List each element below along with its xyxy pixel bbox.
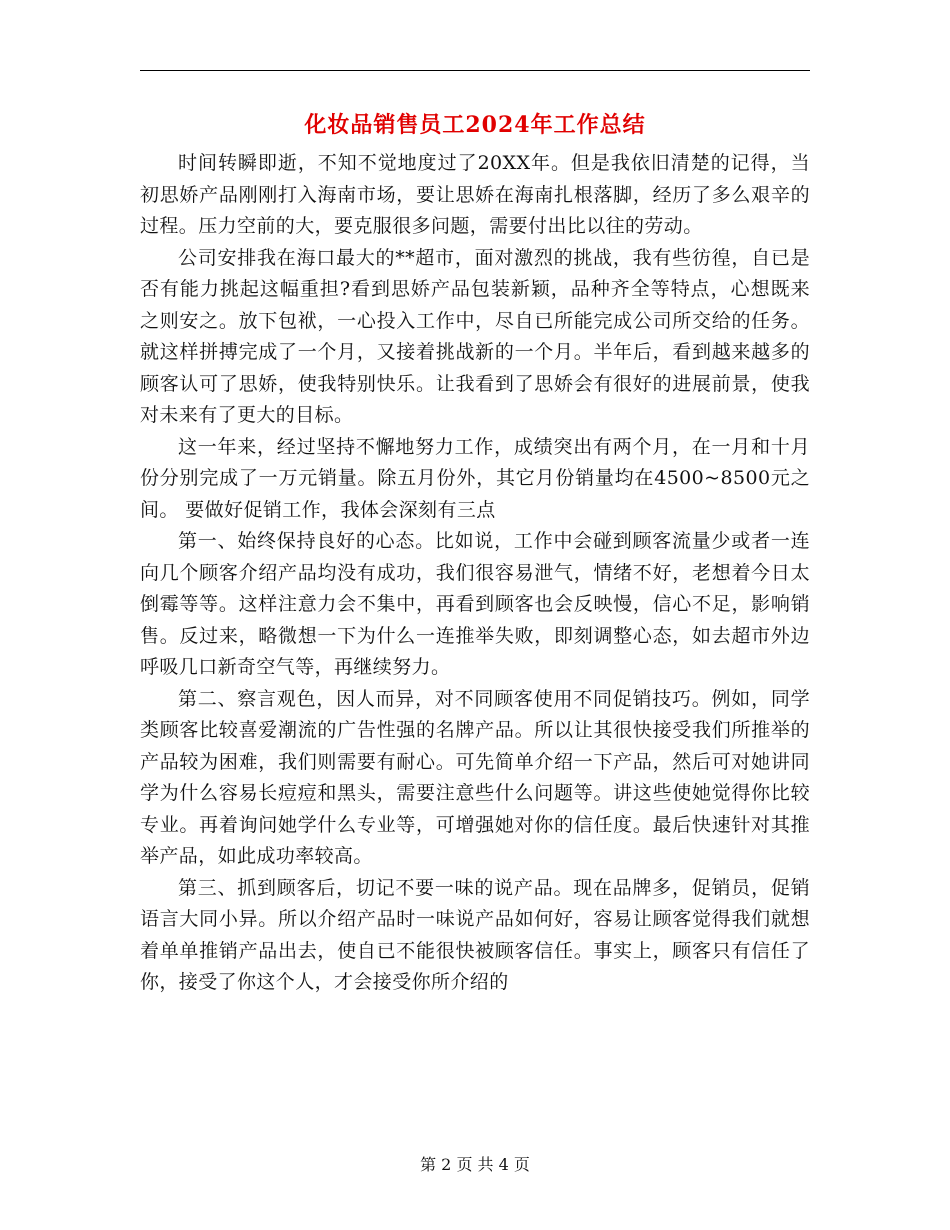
document-body bbox=[140, 148, 810, 999]
paragraph: 第一、始终保持良好的心态。比如说，工作中会碰到顾客流量少或者一连向几个顾客介绍产品均没有成功，我们很容易泄气，情绪不好，老想着今日太倒霉等等。这样注意力会不集中，再看到顾客也会反映慢，信心不足，影响销售。反过来，略微想一下为什么一连推举失败，即刻调整心态，如去超市外边呼吸几口新奇空气等，再继续努力。 bbox=[140, 530, 810, 678]
paragraph: 这一年来，经过坚持不懈地努力工作，成绩突出有两个月，在一月和十月份分别完成了一万元销量。除五月份外，其它月份销量均在4500~8500元之间。 要做好促销工作，我体会深刻有三点 bbox=[140, 435, 810, 521]
page-footer bbox=[0, 1153, 950, 1177]
paragraph: 公司安排我在海口最大的**超市，面对激烈的挑战，我有些彷徨，自已是否有能力挑起这幅重担?看到思娇产品包装新颖，品种齐全等特点，心想既来之则安之。放下包袱，一心投入工作中，尽自已所能完成公司所交给的任务。就这样拼搏完成了一个月，又接着挑战新的一个月。半年后，看到越来越多的顾客认可了思娇，使我特别快乐。让我看到了思娇会有很好的进展前景，使我对未来有了更大的目标。 bbox=[140, 246, 810, 426]
document-title: 化妆品销售员工2024年工作总结 bbox=[304, 112, 646, 138]
header-rule bbox=[140, 70, 810, 71]
paragraph: 时间转瞬即逝，不知不觉地度过了20XX年。但是我依旧清楚的记得，当初思娇产品刚刚打入海南市场，要让思娇在海南扎根落脚，经历了多么艰辛的过程。压力空前的大，要克服很多问题，需要付出比以往的劳动。 bbox=[140, 152, 810, 237]
paragraph: 第三、抓到顾客后，切记不要一味的说产品。现在品牌多，促销员，促销语言大同小异。所以介绍产品时一味说产品如何好，容易让顾客觉得我们就想着单单推销产品出去，使自已不能很快被顾客信任。事实上，顾客只有信任了你，接受了你这个人，才会接受你所介绍的 bbox=[140, 876, 810, 993]
paragraph: 第二、察言观色，因人而异，对不同顾客使用不同促销技巧。例如，同学类顾客比较喜爱潮流的广告性强的名牌产品。所以让其很快接受我们所推举的产品较为困难，我们则需要有耐心。可先简单介绍一下产品，然后可对她讲同学为什么容易长痘痘和黑头，需要注意些什么问题等。讲这些使她觉得你比较专业。再着询问她学什么专业等，可增强她对你的信任度。最后快速针对其推举产品，如此成功率较高。 bbox=[140, 687, 810, 867]
page-number-label: 第 2 页 共 4 页 bbox=[420, 1155, 530, 1174]
